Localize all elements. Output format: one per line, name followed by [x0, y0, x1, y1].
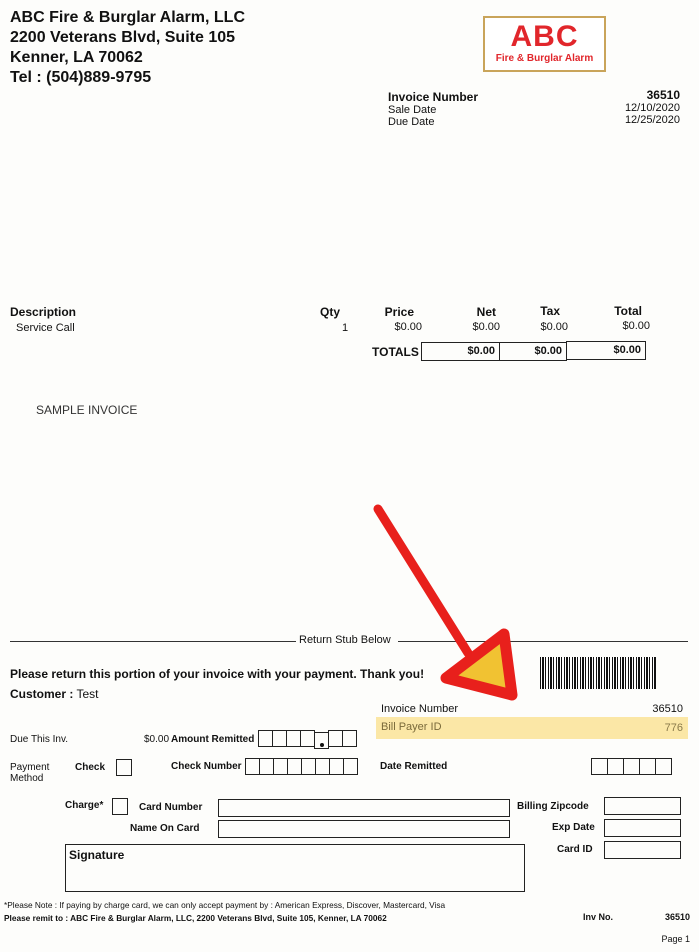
customer-label: Customer :	[10, 687, 74, 701]
col-tax-header: Tax	[540, 304, 560, 318]
date-remitted-field[interactable]	[591, 758, 671, 780]
logo-subtext: Fire & Burglar Alarm	[495, 53, 594, 64]
col-total-header: Total	[614, 304, 642, 318]
check-number-label: Check Number	[171, 761, 242, 772]
footer-note: *Please Note : If paying by charge card, we can only accept payment by : American Express, Discover, Mastercard, Visa	[4, 900, 446, 910]
company-phone: Tel : (504)889-9795	[10, 69, 152, 86]
footer-inv-no: 36510	[664, 912, 690, 922]
card-id-label: Card ID	[557, 844, 593, 855]
customer-value: Test	[76, 687, 99, 701]
stub-divider-left	[10, 641, 296, 642]
sale-date: 12/10/2020	[624, 102, 680, 114]
card-number-input[interactable]	[218, 799, 510, 817]
signature-box[interactable]	[65, 844, 525, 892]
due-date: 12/25/2020	[624, 114, 680, 126]
charge-checkbox[interactable]	[112, 798, 128, 815]
totals-label: TOTALS	[372, 345, 419, 359]
invoice-number: 36510	[646, 88, 680, 102]
col-description-header: Description	[10, 305, 77, 319]
table-row-tax: $0.00	[540, 321, 568, 333]
footer-inv-label: Inv No.	[583, 912, 614, 922]
arrow-head	[446, 634, 512, 695]
totals-tax-box	[499, 342, 567, 361]
sample-invoice-note: SAMPLE INVOICE	[36, 403, 138, 417]
col-qty-header: Qty	[320, 305, 341, 319]
payment-method-label: Payment Method	[10, 762, 50, 784]
footer-remit: Please remit to : ABC Fire & Burglar Alarm, LLC, 2200 Veterans Blvd, Suite 105, Kenner, LA 70062	[4, 913, 387, 923]
stub-separator-label: Return Stub Below	[299, 634, 391, 646]
logo-text: ABC	[510, 20, 579, 53]
due-amount: $0.00	[144, 734, 170, 745]
company-name: ABC Fire & Burglar Alarm, LLC	[10, 9, 245, 26]
barcode-image	[540, 657, 656, 689]
billing-zip-input[interactable]	[604, 797, 681, 815]
totals-total-box	[566, 341, 646, 360]
check-number-field[interactable]	[245, 758, 357, 780]
invoice-number-label: Invoice Number	[388, 90, 479, 104]
card-id-input[interactable]	[604, 841, 681, 859]
bill-payer-value: 776	[664, 722, 683, 734]
col-price-header: Price	[384, 305, 414, 319]
table-row-price: $0.00	[394, 321, 422, 333]
table-row-total: $0.00	[622, 320, 650, 332]
invoice-meta	[388, 90, 680, 128]
company-logo	[483, 16, 606, 72]
bill-payer-highlight	[376, 717, 688, 739]
arrow-shaft	[378, 509, 468, 653]
name-on-card-input[interactable]	[218, 820, 510, 838]
charge-label: Charge*	[65, 800, 104, 811]
card-number-label: Card Number	[139, 802, 203, 813]
totals-total: $0.00	[613, 344, 641, 356]
amount-remitted-field[interactable]	[258, 730, 356, 752]
due-date-label: Due Date	[388, 116, 435, 128]
stub-invoice-number: 36510	[652, 703, 683, 715]
table-row-qty: 1	[342, 322, 349, 334]
name-on-card-label: Name On Card	[130, 823, 200, 834]
totals-net: $0.00	[467, 345, 495, 357]
totals-net-box	[421, 342, 500, 361]
sale-date-label: Sale Date	[388, 104, 437, 116]
table-row-description: Service Call	[16, 322, 75, 334]
totals-tax: $0.00	[534, 345, 562, 357]
due-this-inv-label: Due This Inv.	[10, 734, 68, 745]
company-address-line1: 2200 Veterans Blvd, Suite 105	[10, 29, 236, 46]
stub-invoice-number-label: Invoice Number	[381, 703, 459, 715]
amount-remitted-label: Amount Remitted	[171, 734, 255, 745]
company-address-line2: Kenner, LA 70062	[10, 49, 143, 66]
exp-date-label: Exp Date	[552, 822, 595, 833]
col-net-header: Net	[476, 305, 496, 319]
customer	[10, 687, 98, 701]
exp-date-input[interactable]	[604, 819, 681, 837]
table-row-net: $0.00	[472, 321, 500, 333]
signature-label: Signature	[69, 848, 125, 862]
stub-instruction: Please return this portion of your invoice with your payment. Thank you!	[10, 667, 425, 681]
check-checkbox[interactable]	[116, 759, 132, 776]
bill-payer-label: Bill Payer ID	[381, 721, 442, 733]
billing-zip-label: Billing Zipcode	[517, 801, 589, 812]
company-header	[10, 8, 245, 88]
date-remitted-label: Date Remitted	[380, 761, 448, 772]
check-label: Check	[75, 762, 106, 773]
page-number: Page 1	[661, 934, 690, 944]
